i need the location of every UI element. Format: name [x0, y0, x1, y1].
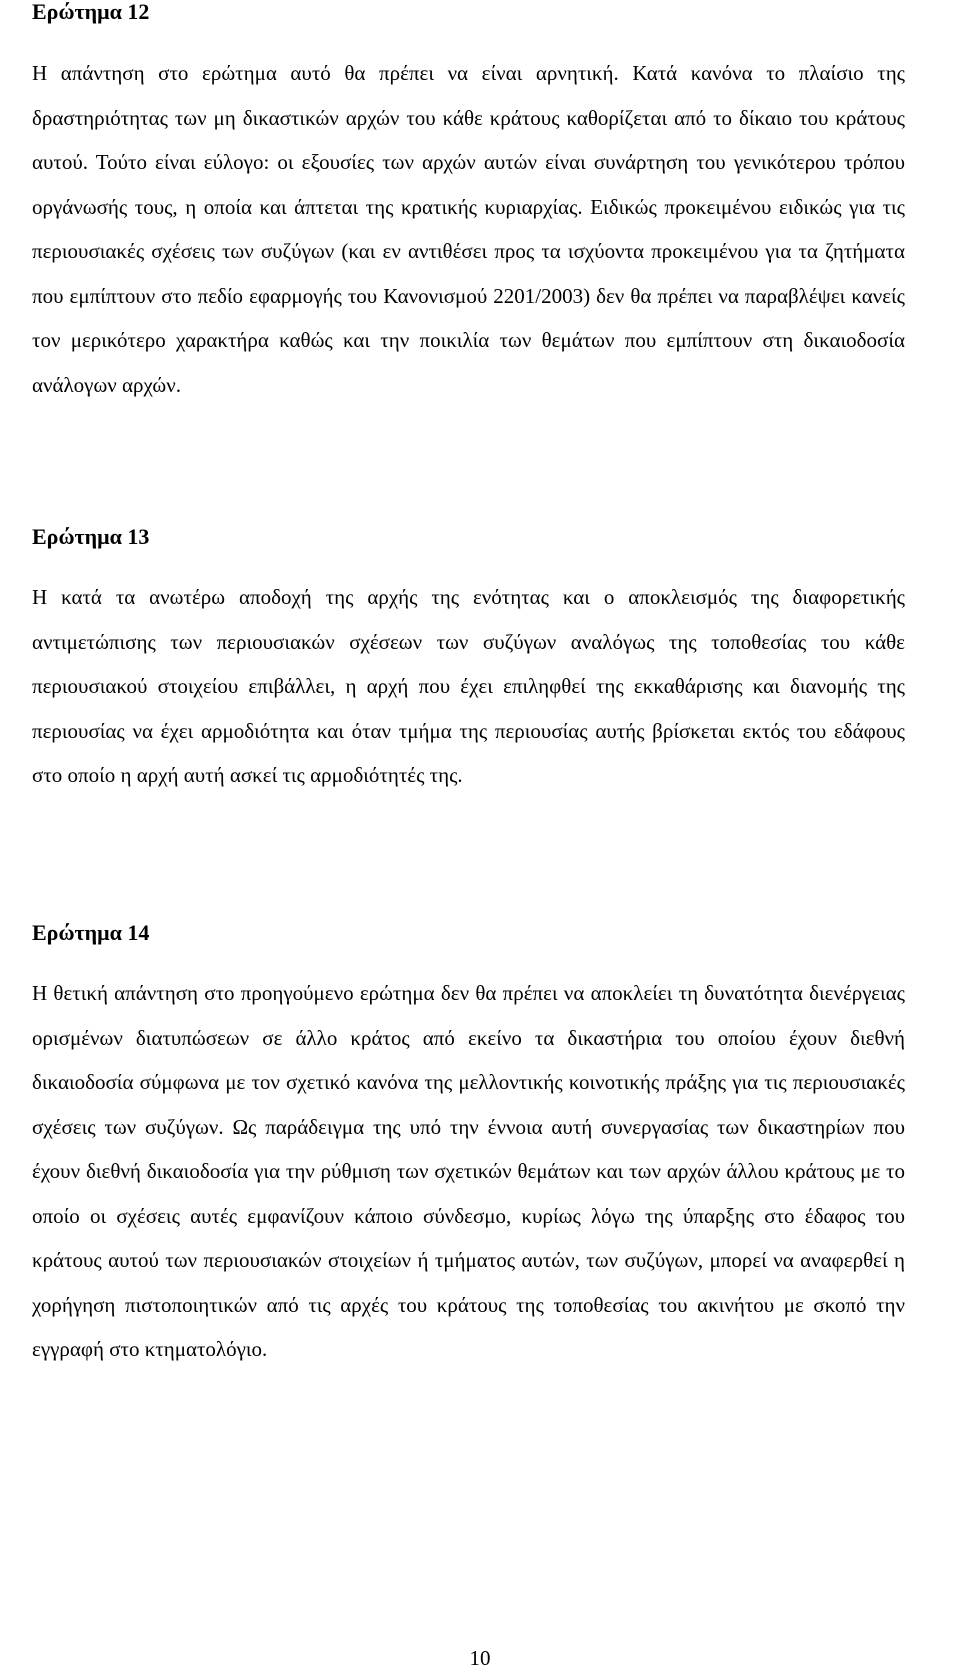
section-heading: Ερώτημα 13 — [32, 524, 150, 549]
section-paragraph: Η απάντηση στο ερώτημα αυτό θα πρέπει να είναι αρνητική. Κατά κανόνα το πλαίσιο της δραστηριότητας των μη δικαστικών αρχών του κάθε κράτους καθορίζεται από το δίκαιο του κράτους αυτού. Τούτο είναι εύλογο: οι εξουσίες των αρχών αυτών είναι συνάρτηση του γενικότερου τρόπου οργάνωσής τους, η οποία και άπτεται της κρατικής κυριαρχίας. Ειδικώς προκειμένου ειδικώς για τις περιουσιακές σχέσεις των συζύγων (και εν αντιθέσει προς τα ισχύοντα προκειμένου για τα ζητήματα που εμπίπτουν στο πεδίο εφαρμογής του Κανονισμού 2201/2003) δεν θα πρέπει να παραβλέψει κανείς τον μερικότερο χαρακτήρα καθώς και την ποικιλία των θεμάτων που εμπίπτουν στη δικαιοδοσία ανάλογων αρχών. — [32, 61, 905, 397]
section-paragraph: Η κατά τα ανωτέρω αποδοχή της αρχής της ενότητας και ο αποκλεισμός της διαφορετικής αντιμετώπισης των περιουσιακών σχέσεων των συζύγων αναλόγως της τοποθεσίας του κάθε περιουσιακού στοιχείου επιβάλλει, η αρχή που έχει επιληφθεί της εκκαθάρισης και διανομής της περιουσίας να έχει αρμοδιότητα και όταν τμήμα της περιουσίας αυτής βρίσκεται εκτός του εδάφους στο οποίο η αρχή αυτή ασκεί τις αρμοδιότητές της. — [32, 585, 905, 787]
section-paragraph: Η θετική απάντηση στο προηγούμενο ερώτημα δεν θα πρέπει να αποκλείει τη δυνατότητα διενέργειας ορισμένων διατυπώσεων σε άλλο κράτος από εκείνο τα δικαστήρια του οποίου έχουν διεθνή δικαιοδοσία σύμφωνα με τον σχετικό κανόνα της μελλοντικής κοινοτικής πράξης για τις περιουσιακές σχέσεις των συζύγων. Ως παράδειγμα της υπό την έννοια αυτή συνεργασίας των δικαστηρίων που έχουν διεθνή δικαιοδοσία για την ρύθμιση των σχετικών θεμάτων και των αρχών άλλου κράτους με το οποίο οι σχέσεις αυτές εμφανίζουν κάποιο σύνδεσμο, κυρίως λόγω της ύπαρξης στο έδαφος του κράτους αυτού των περιουσιακών στοιχείων ή τμήματος αυτών, των συζύγων, μπορεί να αναφερθεί η χορήγηση πιστοποιητικών από τις αρχές του κράτους της τοποθεσίας του ακινήτου με σκοπό την εγγραφή στο κτηματολόγιο. — [32, 981, 905, 1361]
section-question-12 — [32, 0, 905, 407]
section-question-13 — [32, 525, 905, 798]
section-heading: Ερώτημα 12 — [32, 0, 150, 24]
page-number: 10 — [469, 1646, 491, 1670]
section-heading: Ερώτημα 14 — [32, 920, 150, 945]
section-question-14 — [32, 921, 905, 1372]
